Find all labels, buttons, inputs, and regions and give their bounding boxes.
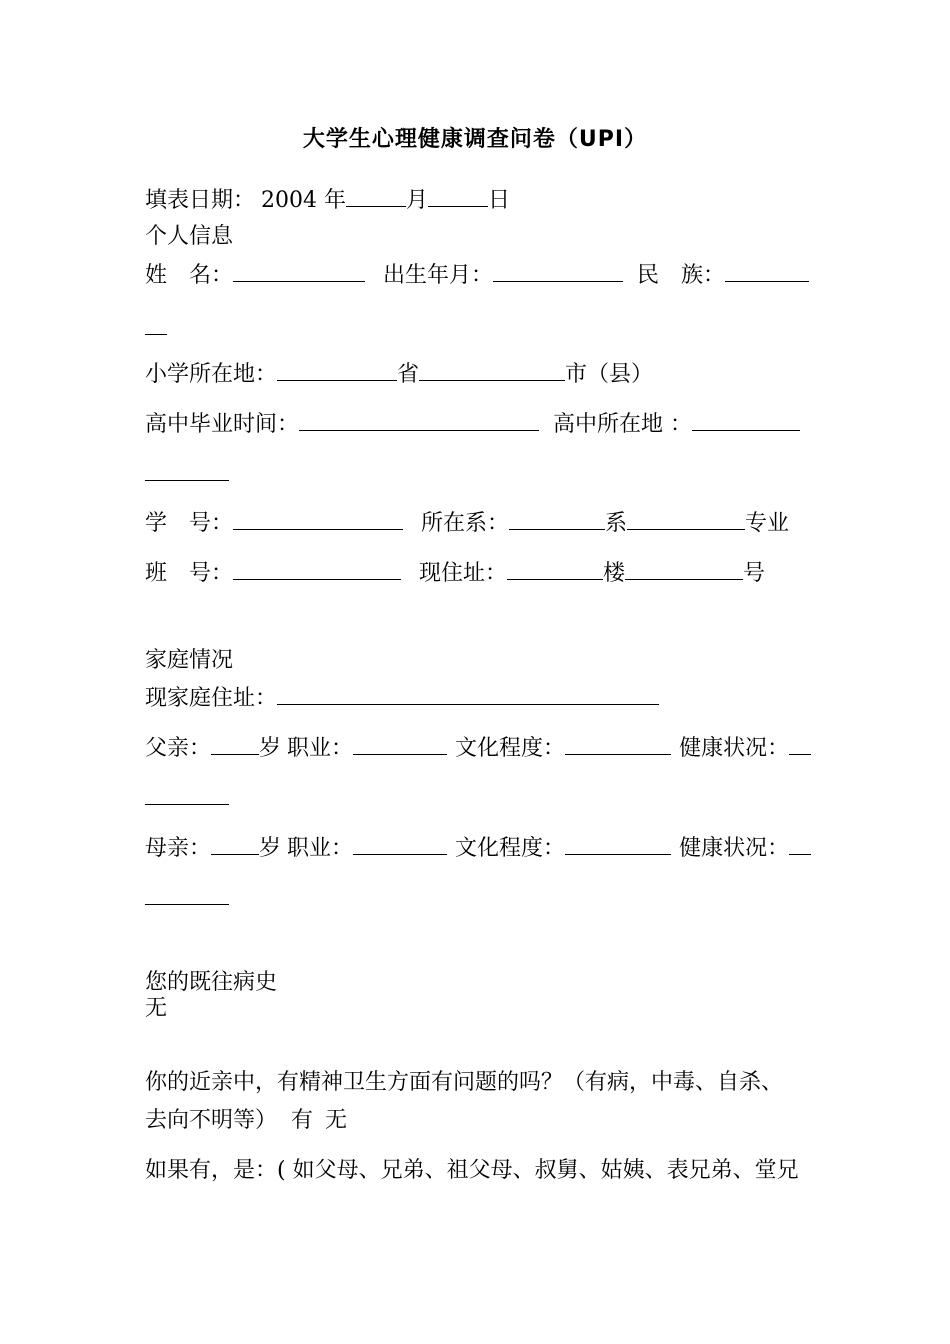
family-heading: 家庭情况 bbox=[145, 648, 234, 673]
major-blank[interactable] bbox=[627, 507, 745, 530]
hs-grad-blank[interactable] bbox=[299, 408, 539, 431]
city-label: 市（县） bbox=[565, 362, 654, 387]
province-blank[interactable] bbox=[277, 358, 397, 381]
mother-age-label: 岁 bbox=[259, 836, 282, 861]
mother-health-continued bbox=[145, 882, 810, 912]
student-no-blank[interactable] bbox=[233, 507, 403, 530]
month-blank[interactable] bbox=[346, 184, 406, 207]
father-job-blank[interactable] bbox=[353, 732, 447, 755]
ethnicity-blank[interactable] bbox=[725, 259, 809, 282]
name-line bbox=[145, 259, 810, 289]
home-address-blank[interactable] bbox=[277, 682, 659, 705]
relatives-if-yes: 如果有，是：( 如父母、兄弟、祖父母、叔舅、姑姨、表兄弟、堂兄 bbox=[145, 1158, 799, 1183]
class-no-line bbox=[145, 557, 810, 587]
mother-job-label: 职业： bbox=[287, 836, 354, 861]
father-education-label: 文化程度： bbox=[455, 736, 566, 761]
building-blank[interactable] bbox=[507, 557, 603, 580]
ethnicity-label: 民 族： bbox=[637, 263, 726, 288]
birth-label: 出生年月： bbox=[383, 263, 494, 288]
relatives-yes-option[interactable]: 有 bbox=[291, 1108, 314, 1133]
father-health-label: 健康状况： bbox=[679, 736, 790, 761]
father-health-blank-end[interactable] bbox=[145, 782, 229, 805]
mother-job-blank[interactable] bbox=[353, 832, 447, 855]
father-age-label: 岁 bbox=[259, 736, 282, 761]
history-answer: 无 bbox=[145, 996, 168, 1021]
building-label: 楼 bbox=[603, 561, 626, 586]
relatives-question-text: 去向不明等） bbox=[145, 1108, 278, 1133]
address-label: 现住址： bbox=[419, 561, 508, 586]
mother-age-blank[interactable] bbox=[211, 832, 259, 855]
hs-location-blank-end[interactable] bbox=[145, 458, 229, 481]
fill-date-label: 填表日期： bbox=[145, 188, 256, 213]
student-no-line bbox=[145, 507, 810, 537]
high-school-line bbox=[145, 408, 810, 438]
mother-education-label: 文化程度： bbox=[455, 836, 566, 861]
personal-heading: 个人信息 bbox=[145, 224, 234, 249]
class-no-label: 班 号： bbox=[145, 561, 234, 586]
ethnicity-blank-continued bbox=[145, 312, 810, 342]
room-label: 号 bbox=[743, 561, 766, 586]
hs-grad-label: 高中毕业时间： bbox=[145, 412, 300, 437]
class-no-blank[interactable] bbox=[233, 557, 401, 580]
mother-health-blank[interactable] bbox=[789, 832, 811, 855]
name-blank[interactable] bbox=[233, 259, 365, 282]
father-age-blank[interactable] bbox=[211, 732, 259, 755]
department-blank[interactable] bbox=[509, 507, 605, 530]
primary-school-line bbox=[145, 358, 810, 388]
province-label: 省 bbox=[397, 362, 420, 387]
name-label: 姓 名： bbox=[145, 263, 234, 288]
page-title: 大学生心理健康调查问卷（UPI） bbox=[302, 127, 648, 152]
father-health-blank[interactable] bbox=[789, 732, 811, 755]
fill-date-day: 日 bbox=[488, 188, 511, 213]
major-suffix: 专业 bbox=[745, 511, 790, 536]
father-job-label: 职业： bbox=[287, 736, 354, 761]
hs-location-blank[interactable] bbox=[692, 408, 800, 431]
city-blank[interactable] bbox=[419, 358, 565, 381]
primary-school-label: 小学所在地： bbox=[145, 362, 278, 387]
mother-education-blank[interactable] bbox=[565, 832, 671, 855]
mother-health-blank-end[interactable] bbox=[145, 882, 229, 905]
birth-blank[interactable] bbox=[493, 259, 623, 282]
room-blank[interactable] bbox=[625, 557, 743, 580]
father-line bbox=[145, 732, 810, 762]
relatives-no-option[interactable]: 无 bbox=[325, 1108, 348, 1133]
fill-date-year: 2004 年 bbox=[261, 188, 346, 213]
home-address-line bbox=[145, 682, 810, 712]
mother-label: 母亲： bbox=[145, 836, 212, 861]
mother-health-label: 健康状况： bbox=[679, 836, 790, 861]
history-heading: 您的既往病史 bbox=[145, 970, 278, 995]
department-label: 所在系： bbox=[421, 511, 510, 536]
fill-date-month: 月 bbox=[406, 188, 429, 213]
relatives-question-line1: 你的近亲中，有精神卫生方面有问题的吗？（有病，中毒、自杀、 bbox=[145, 1070, 784, 1095]
day-blank[interactable] bbox=[428, 184, 488, 207]
home-address-label: 现家庭住址： bbox=[145, 686, 278, 711]
hs-location-continued bbox=[145, 458, 810, 488]
mother-line bbox=[145, 832, 810, 862]
student-no-label: 学 号： bbox=[145, 511, 234, 536]
fill-date-line bbox=[145, 184, 810, 214]
relatives-question-line2 bbox=[145, 1106, 810, 1136]
father-label: 父亲： bbox=[145, 736, 212, 761]
father-education-blank[interactable] bbox=[565, 732, 671, 755]
ethnicity-blank-end[interactable] bbox=[145, 312, 167, 335]
department-suffix: 系 bbox=[605, 511, 628, 536]
hs-location-label: 高中所在地 ： bbox=[553, 412, 693, 437]
father-health-continued bbox=[145, 782, 810, 812]
